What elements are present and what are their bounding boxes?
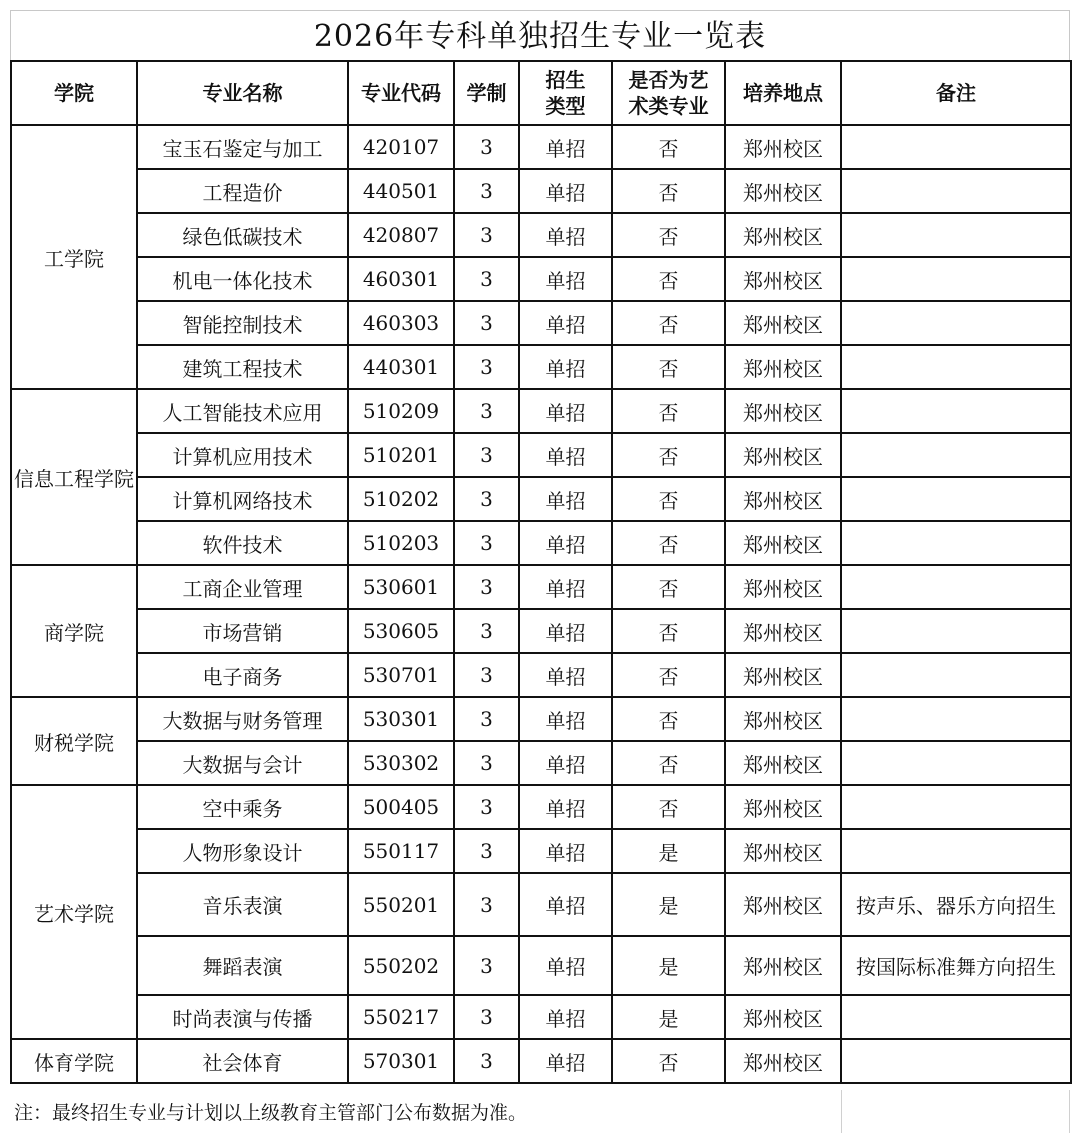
art-cell: 否 — [612, 477, 725, 521]
location-cell: 郑州校区 — [725, 697, 841, 741]
type-cell: 单招 — [519, 936, 612, 995]
code-cell: 530701 — [348, 653, 454, 697]
art-cell: 否 — [612, 257, 725, 301]
major-cell: 机电一体化技术 — [137, 257, 348, 301]
art-cell: 否 — [612, 741, 725, 785]
remark-cell — [841, 213, 1071, 257]
remark-cell — [841, 829, 1071, 873]
years-cell: 3 — [454, 873, 519, 936]
years-cell: 3 — [454, 433, 519, 477]
college-cell: 工学院 — [11, 125, 137, 389]
major-cell: 工程造价 — [137, 169, 348, 213]
location-cell: 郑州校区 — [725, 389, 841, 433]
type-cell: 单招 — [519, 829, 612, 873]
art-cell: 否 — [612, 785, 725, 829]
code-cell: 510209 — [348, 389, 454, 433]
type-cell: 单招 — [519, 653, 612, 697]
remark-cell — [841, 433, 1071, 477]
code-cell: 460301 — [348, 257, 454, 301]
major-cell: 计算机网络技术 — [137, 477, 348, 521]
college-cell: 体育学院 — [11, 1039, 137, 1083]
college-cell: 信息工程学院 — [11, 389, 137, 565]
table-row — [11, 521, 1071, 565]
years-cell: 3 — [454, 125, 519, 169]
type-cell: 单招 — [519, 433, 612, 477]
code-cell: 550201 — [348, 873, 454, 936]
remark-cell — [841, 653, 1071, 697]
table-row — [11, 433, 1071, 477]
major-cell: 舞蹈表演 — [137, 936, 348, 995]
remark-cell — [841, 609, 1071, 653]
remark-cell: 按国际标准舞方向招生 — [841, 936, 1071, 995]
remark-cell — [841, 565, 1071, 609]
table-row — [11, 697, 1071, 741]
remark-cell — [841, 995, 1071, 1039]
empty-cell-border — [841, 1090, 1070, 1133]
header-type — [519, 61, 612, 125]
remark-cell: 按声乐、器乐方向招生 — [841, 873, 1071, 936]
type-cell: 单招 — [519, 301, 612, 345]
header-type-text: 招生类型 — [545, 68, 586, 118]
type-cell: 单招 — [519, 521, 612, 565]
remark-cell — [841, 169, 1071, 213]
table-row — [11, 477, 1071, 521]
years-cell: 3 — [454, 609, 519, 653]
table-row — [11, 936, 1071, 995]
header-art — [612, 61, 725, 125]
art-cell: 否 — [612, 125, 725, 169]
location-cell: 郑州校区 — [725, 785, 841, 829]
major-cell: 宝玉石鉴定与加工 — [137, 125, 348, 169]
location-cell: 郑州校区 — [725, 873, 841, 936]
code-cell: 510201 — [348, 433, 454, 477]
code-cell: 550117 — [348, 829, 454, 873]
location-cell: 郑州校区 — [725, 936, 841, 995]
major-cell: 空中乘务 — [137, 785, 348, 829]
table-row — [11, 609, 1071, 653]
code-cell: 510202 — [348, 477, 454, 521]
header-college: 学院 — [11, 61, 137, 125]
location-cell: 郑州校区 — [725, 345, 841, 389]
code-cell: 570301 — [348, 1039, 454, 1083]
years-cell: 3 — [454, 936, 519, 995]
remark-cell — [841, 301, 1071, 345]
type-cell: 单招 — [519, 741, 612, 785]
location-cell: 郑州校区 — [725, 995, 841, 1039]
table-row — [11, 829, 1071, 873]
table-row — [11, 741, 1071, 785]
type-cell: 单招 — [519, 995, 612, 1039]
college-cell: 商学院 — [11, 565, 137, 697]
header-row — [11, 61, 1071, 125]
header-years: 学制 — [454, 61, 519, 125]
remark-cell — [841, 389, 1071, 433]
years-cell: 3 — [454, 785, 519, 829]
location-cell: 郑州校区 — [725, 169, 841, 213]
type-cell: 单招 — [519, 169, 612, 213]
art-cell: 否 — [612, 1039, 725, 1083]
years-cell: 3 — [454, 301, 519, 345]
location-cell: 郑州校区 — [725, 609, 841, 653]
table-row — [11, 301, 1071, 345]
code-cell: 530302 — [348, 741, 454, 785]
remark-cell — [841, 345, 1071, 389]
table-row — [11, 653, 1071, 697]
art-cell: 否 — [612, 389, 725, 433]
major-cell: 绿色低碳技术 — [137, 213, 348, 257]
table-row — [11, 873, 1071, 936]
table-row — [11, 785, 1071, 829]
table-row — [11, 995, 1071, 1039]
art-cell: 否 — [612, 697, 725, 741]
remark-cell — [841, 521, 1071, 565]
art-cell: 是 — [612, 829, 725, 873]
years-cell: 3 — [454, 477, 519, 521]
table-row — [11, 169, 1071, 213]
remark-cell — [841, 1039, 1071, 1083]
major-cell: 人工智能技术应用 — [137, 389, 348, 433]
code-cell: 500405 — [348, 785, 454, 829]
major-cell: 软件技术 — [137, 521, 348, 565]
code-cell: 530605 — [348, 609, 454, 653]
code-cell: 530301 — [348, 697, 454, 741]
location-cell: 郑州校区 — [725, 521, 841, 565]
college-cell: 财税学院 — [11, 697, 137, 785]
table-row — [11, 213, 1071, 257]
years-cell: 3 — [454, 389, 519, 433]
major-cell: 工商企业管理 — [137, 565, 348, 609]
type-cell: 单招 — [519, 477, 612, 521]
years-cell: 3 — [454, 169, 519, 213]
type-cell: 单招 — [519, 125, 612, 169]
art-cell: 否 — [612, 521, 725, 565]
table-row — [11, 257, 1071, 301]
remark-cell — [841, 697, 1071, 741]
type-cell: 单招 — [519, 565, 612, 609]
table-row — [11, 565, 1071, 609]
code-cell: 440301 — [348, 345, 454, 389]
art-cell: 否 — [612, 565, 725, 609]
years-cell: 3 — [454, 653, 519, 697]
header-code: 专业代码 — [348, 61, 454, 125]
major-cell: 计算机应用技术 — [137, 433, 348, 477]
table-body — [11, 125, 1071, 1083]
type-cell: 单招 — [519, 345, 612, 389]
art-cell: 否 — [612, 433, 725, 477]
remark-cell — [841, 257, 1071, 301]
years-cell: 3 — [454, 257, 519, 301]
location-cell: 郑州校区 — [725, 565, 841, 609]
location-cell: 郑州校区 — [725, 1039, 841, 1083]
years-cell: 3 — [454, 697, 519, 741]
table-row — [11, 345, 1071, 389]
type-cell: 单招 — [519, 1039, 612, 1083]
remark-cell — [841, 477, 1071, 521]
art-cell: 否 — [612, 345, 725, 389]
location-cell: 郑州校区 — [725, 433, 841, 477]
years-cell: 3 — [454, 995, 519, 1039]
code-cell: 460303 — [348, 301, 454, 345]
remark-cell — [841, 741, 1071, 785]
page-title: 2026年专科单独招生专业一览表 — [313, 19, 767, 54]
college-cell: 艺术学院 — [11, 785, 137, 1039]
art-cell: 是 — [612, 995, 725, 1039]
table-row — [11, 389, 1071, 433]
major-cell: 音乐表演 — [137, 873, 348, 936]
code-cell: 550202 — [348, 936, 454, 995]
type-cell: 单招 — [519, 257, 612, 301]
code-cell: 510203 — [348, 521, 454, 565]
type-cell: 单招 — [519, 873, 612, 936]
major-cell: 市场营销 — [137, 609, 348, 653]
art-cell: 否 — [612, 653, 725, 697]
header-art-text: 是否为艺术类专业 — [628, 68, 709, 118]
art-cell: 是 — [612, 873, 725, 936]
major-cell: 时尚表演与传播 — [137, 995, 348, 1039]
major-cell: 大数据与会计 — [137, 741, 348, 785]
years-cell: 3 — [454, 565, 519, 609]
art-cell: 是 — [612, 936, 725, 995]
major-cell: 智能控制技术 — [137, 301, 348, 345]
years-cell: 3 — [454, 741, 519, 785]
header-major: 专业名称 — [137, 61, 348, 125]
type-cell: 单招 — [519, 785, 612, 829]
major-cell: 人物形象设计 — [137, 829, 348, 873]
header-remark: 备注 — [841, 61, 1071, 125]
major-cell: 电子商务 — [137, 653, 348, 697]
table-row — [11, 125, 1071, 169]
art-cell: 否 — [612, 609, 725, 653]
type-cell: 单招 — [519, 389, 612, 433]
art-cell: 否 — [612, 213, 725, 257]
location-cell: 郑州校区 — [725, 741, 841, 785]
type-cell: 单招 — [519, 697, 612, 741]
code-cell: 530601 — [348, 565, 454, 609]
years-cell: 3 — [454, 521, 519, 565]
majors-table — [10, 60, 1072, 1084]
major-cell: 大数据与财务管理 — [137, 697, 348, 741]
art-cell: 否 — [612, 301, 725, 345]
location-cell: 郑州校区 — [725, 301, 841, 345]
code-cell: 550217 — [348, 995, 454, 1039]
location-cell: 郑州校区 — [725, 477, 841, 521]
years-cell: 3 — [454, 345, 519, 389]
years-cell: 3 — [454, 829, 519, 873]
location-cell: 郑州校区 — [725, 829, 841, 873]
code-cell: 420807 — [348, 213, 454, 257]
type-cell: 单招 — [519, 213, 612, 257]
footnote: 注：最终招生专业与计划以上级教育主管部门公布数据为准。 — [14, 1102, 528, 1124]
table-row — [11, 1039, 1071, 1083]
major-cell: 建筑工程技术 — [137, 345, 348, 389]
location-cell: 郑州校区 — [725, 257, 841, 301]
location-cell: 郑州校区 — [725, 653, 841, 697]
location-cell: 郑州校区 — [725, 125, 841, 169]
code-cell: 440501 — [348, 169, 454, 213]
remark-cell — [841, 125, 1071, 169]
art-cell: 否 — [612, 169, 725, 213]
code-cell: 420107 — [348, 125, 454, 169]
major-cell: 社会体育 — [137, 1039, 348, 1083]
remark-cell — [841, 785, 1071, 829]
type-cell: 单招 — [519, 609, 612, 653]
years-cell: 3 — [454, 1039, 519, 1083]
years-cell: 3 — [454, 213, 519, 257]
header-location: 培养地点 — [725, 61, 841, 125]
location-cell: 郑州校区 — [725, 213, 841, 257]
